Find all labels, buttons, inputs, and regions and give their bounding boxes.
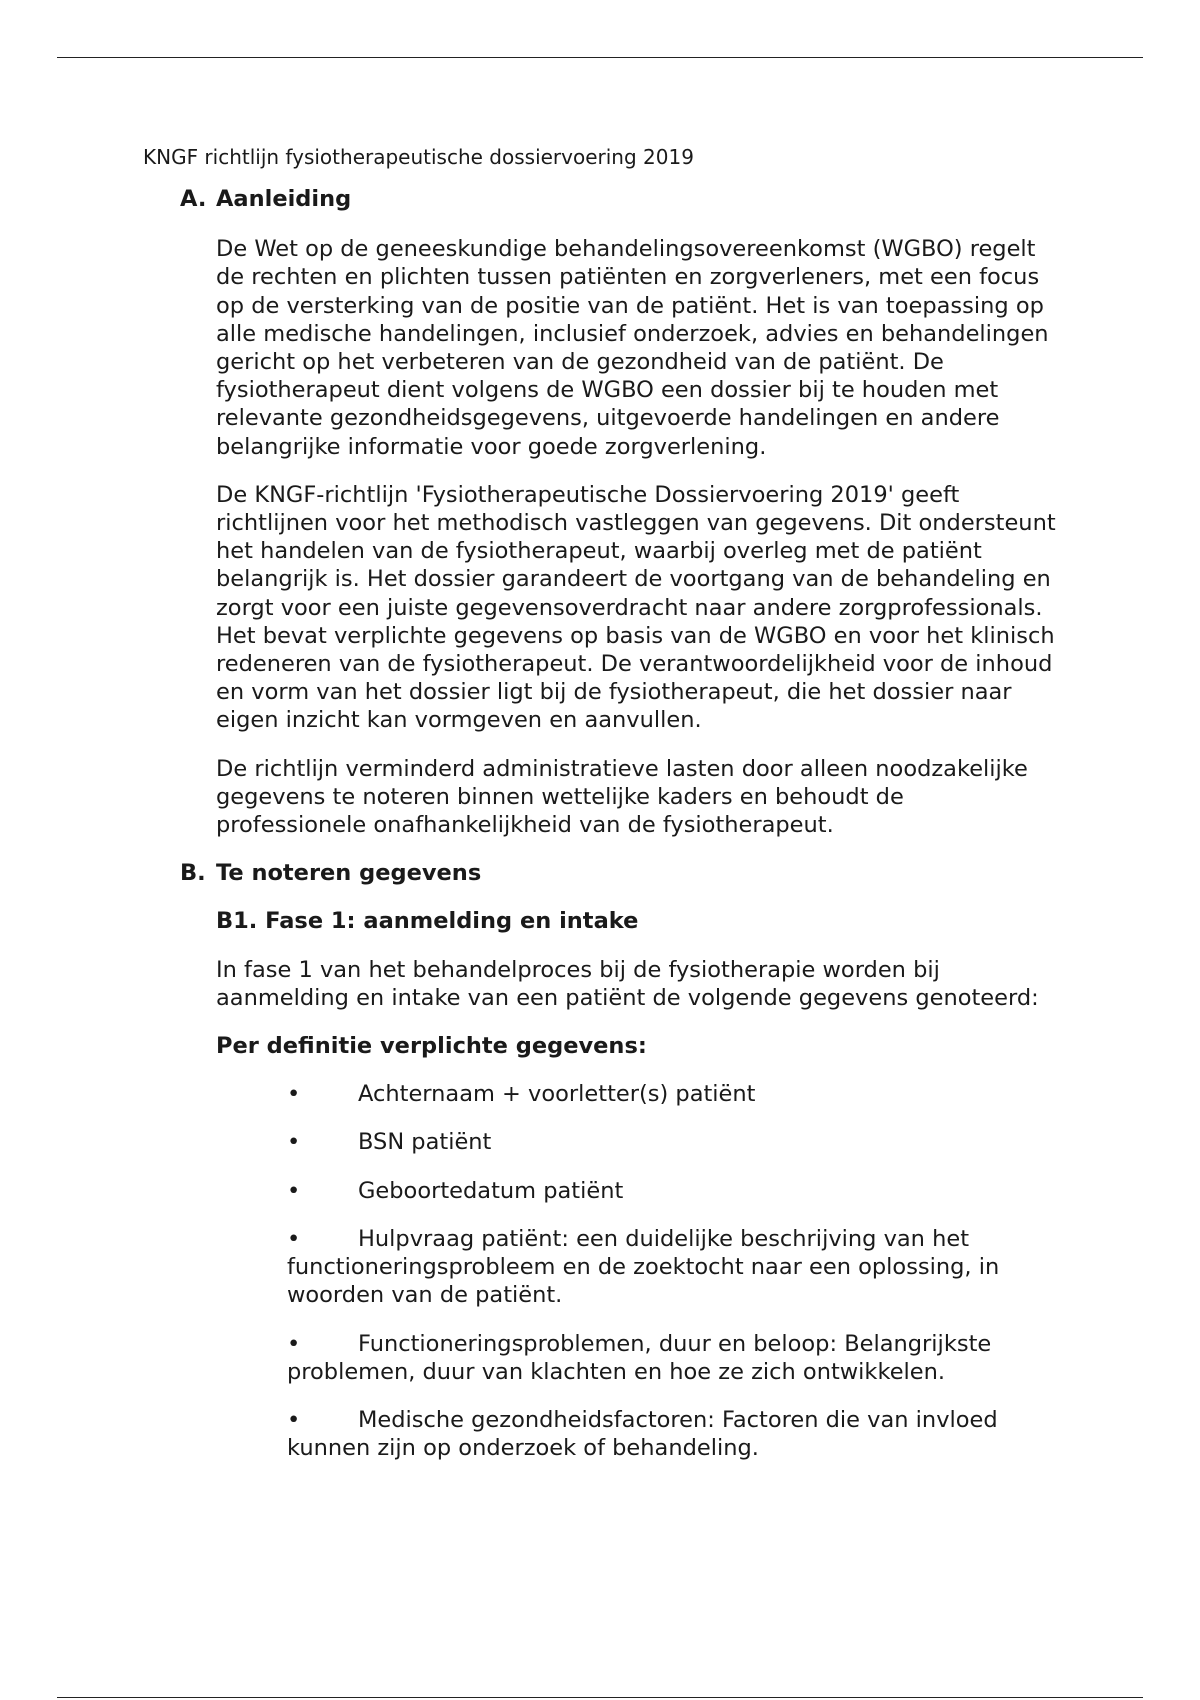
section-a-heading	[180, 185, 1060, 213]
list-item	[287, 1128, 1057, 1156]
section-a-paragraph-1: De Wet op de geneeskundige behandelingsovereenkomst (WGBO) regelt de rechten en plichten tussen patiënten en zorgverleners, met een focus op de versterking van de positie van de patiënt. Het is van toepassing op alle medische handelingen, inclusief onderzoek, advies en behandelingen gericht op het verbeteren van de gezondheid van de patiënt. De fysiotherapeut dient volgens de WGBO een dossier bij te houden met relevante gezondheidsgegevens, uitgevoerde handelingen en andere belangrijke informatie voor goede zorgverlening.	[216, 236, 1049, 460]
bullet-icon: •	[287, 1177, 301, 1204]
list-item-text: Medische gezondheidsfactoren: Factoren die van invloed kunnen zijn op onderzoek of behandeling.	[287, 1406, 998, 1462]
bullet-icon: •	[287, 1225, 301, 1252]
section-a-number: A.	[180, 186, 207, 212]
bullet-icon: •	[287, 1081, 301, 1108]
mandatory-data-list	[216, 1080, 1057, 1462]
bullet-icon: •	[287, 1406, 301, 1433]
subsection-b1-intro: In fase 1 van het behandelproces bij de fysiotherapie worden bij aanmelding en intake van een patiënt de volgende gegevens genoteerd:	[216, 956, 1039, 1011]
bullet-icon: •	[287, 1129, 301, 1156]
list-item	[287, 1330, 1057, 1386]
section-b-title: Te noteren gegevens	[216, 860, 482, 887]
list-item-text: Achternaam + voorletter(s) patiënt	[358, 1081, 756, 1108]
list-item-text: Hulpvraag patiënt: een duidelijke beschrijving van het functioneringsprobleem en de zoektocht naar een oplossing, in woorden van de patiënt.	[287, 1225, 1000, 1309]
list-item-text: BSN patiënt	[358, 1129, 492, 1156]
section-b-heading	[180, 859, 1060, 887]
section-a-paragraph-3: De richtlijn verminderd administratieve lasten door alleen noodzakelijke gegevens te noteren binnen wettelijke kaders en behoudt de professionele onafhankelijkheid van de fysiotherapeut.	[216, 755, 1028, 839]
bullet-icon: •	[287, 1330, 301, 1357]
document-body	[180, 185, 1060, 1482]
top-rule	[57, 57, 1143, 58]
section-a-paragraph-2: De KNGF-richtlijn 'Fysiotherapeutische Dossiervoering 2019' geeft richtlijnen voor het methodisch vastleggen van gegevens. Dit ondersteunt het handelen van de fysiotherapeut, waarbij overleg met de patiënt belangrijk is. Het dossier garandeert de voortgang van de behandeling en zorgt voor een juiste gegevensoverdracht naar andere zorgprofessionals. Het bevat verplichte gegevens op basis van de WGBO en voor het klinisch redeneren van de fysiotherapeut. De verantwoordelijkheid voor de inhoud en vorm van het dossier ligt bij de fysiotherapeut, die het dossier naar eigen inzicht kan vormgeven en aanvullen.	[216, 481, 1056, 734]
subsection-b1-heading: B1. Fase 1: aanmelding en intake	[216, 908, 639, 935]
section-a-title: Aanleiding	[216, 186, 352, 212]
section-a-body	[216, 235, 1056, 839]
list-item-text: Functioneringsproblemen, duur en beloop: Belangrijkste problemen, duur van klachten en hoe ze zich ontwikkelen.	[287, 1330, 992, 1385]
mandatory-data-heading: Per definitie verplichte gegevens:	[216, 1033, 647, 1060]
list-item	[287, 1177, 1057, 1205]
section-b-number: B.	[180, 860, 206, 887]
list-item	[287, 1406, 1057, 1462]
bottom-rule	[57, 1697, 1143, 1698]
list-item	[287, 1080, 1057, 1108]
list-item-text: Geboortedatum patiënt	[358, 1177, 624, 1204]
list-item	[287, 1225, 1057, 1310]
section-b-body	[216, 907, 1056, 1462]
document-header-title: KNGF richtlijn fysiotherapeutische dossiervoering 2019	[143, 145, 694, 169]
